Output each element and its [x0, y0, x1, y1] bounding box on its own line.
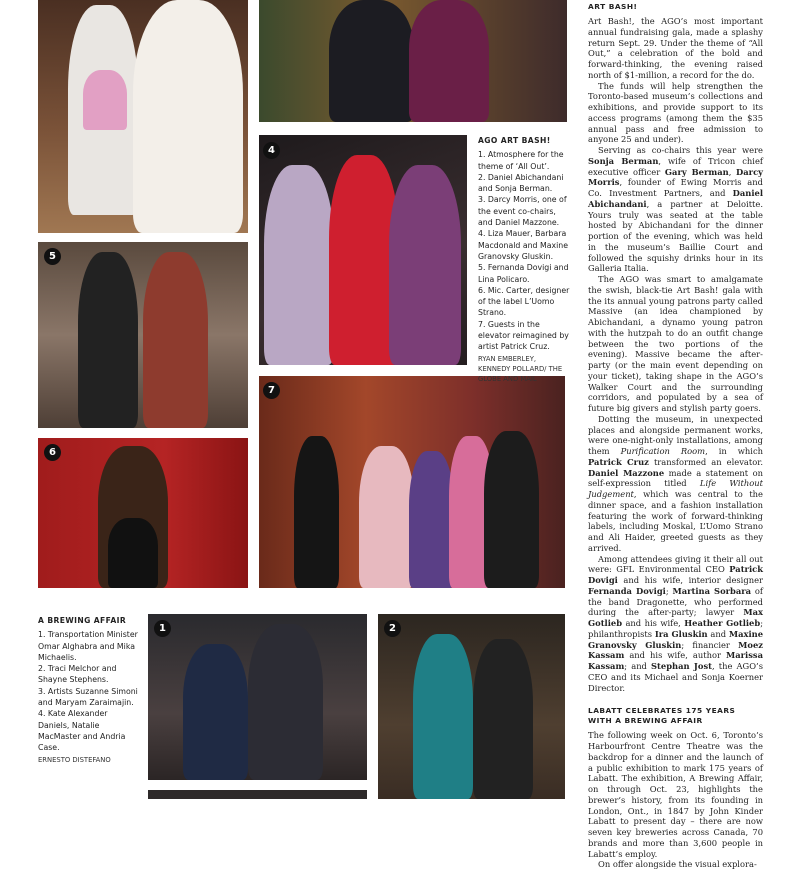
photo-7 [259, 376, 565, 588]
brewing-caption [38, 615, 138, 765]
article-paragraph: Dotting the museum, in unexpected places and alongside permanent works, were one-night-only installations, among them Purification Room, in which Patrick Cruz transformed an elevator. Daniel Mazzone made a statement on self-expression titled Life Without Judgement, which was central to the dinner space, and a fashion installation featuring the work of forward-thinking labels, including Moskal, L’Uomo Strano and Ali Haider, greeted guests as they arrived. [588, 413, 764, 553]
photo-5 [38, 242, 248, 428]
article-paragraph: Art Bash!, the AGO’s most important annual fundraising gala, made a splashy return Sept. 29. Under the theme of “All Out,” a celebration of the bold and forward-thinking, the evening raised north of $1-million, a record for the do. [588, 16, 763, 80]
article-kicker-labatt: LABATT CELEBRATES 175 YEARS WITH A BREWING AFFAIR [588, 706, 736, 726]
photo-credit: RYAN EMBERLEY, KENNEDY POLLARD/ THE GLOBE AND MAIL [478, 354, 563, 383]
photo-6 [38, 438, 248, 588]
caption-item: 2. Traci Melchor and Shayne Stephens. [38, 664, 117, 685]
article-kicker: ART BASH! [588, 2, 638, 11]
photo-number-6: 6 [44, 444, 61, 461]
caption-item: 1. Transportation Minister Omar Alghabra and Mika Michaelis. [38, 630, 138, 662]
caption-item: 2. Daniel Abichandani and Sonja Berman. [478, 172, 564, 194]
photo-brewing-1-lower [148, 790, 367, 799]
caption-item: 3. Darcy Morris, one of the event co-chairs, and Daniel Mazzone. [478, 195, 567, 228]
caption-item: 4. Liza Mauer, Barbara Macdonald and Maxine Granovsky Gluskin. [478, 229, 568, 261]
photo-4 [259, 135, 467, 365]
article-column [588, 0, 763, 870]
caption-item: 6. Mic. Carter, designer of the label L’Uomo Strano. [478, 285, 570, 318]
caption-heading: A BREWING AFFAIR [38, 616, 127, 625]
photo-credit: ERNESTO DISTEFANO [38, 755, 111, 764]
photo-number-7: 7 [263, 382, 280, 399]
caption-item: 4. Kate Alexander Daniels, Natalie MacMaster and Andria Case. [38, 709, 126, 753]
caption-item: 3. Artists Suzanne Simoni and Maryam Zaraimajin. [38, 686, 138, 708]
article-paragraph: The following week on Oct. 6, Toronto’s Harbourfront Centre Theatre was the backdrop for a dinner and the launch of a public exhibition to mark 175 years of Labatt. The exhibition, A Brewing Affair, on through Oct. 23, highlights the brewer’s history, from its founding in London, Ont., in 1847 by John Kinder Labatt to present day – there are now seven key breweries across Canada, 70 brands and more than 3,600 people in Labatt’s employ. [588, 730, 763, 859]
photo-number-b1: 1 [154, 620, 171, 637]
article-paragraph: Serving as co-chairs this year were Sonja Berman, wife of Tricon chief executive officer Gary Berman, Darcy Morris, founder of Ewing Morris and Co. Investment Partners, and Daniel Abichandani, a partner at Deloitte. Yours truly was seated at the table hosted by Abichandani for the dinner portion of the evening, which was held in the museum’s Baillie Court and followed the squishy drinks hour in its Galleria Italia. [588, 145, 763, 274]
caption-heading: AGO ART BASH! [478, 136, 551, 145]
photo-number-4: 4 [263, 142, 280, 159]
article-paragraph: Among attendees giving it their all out were: GFL Environmental CEO Patrick Dovigi and his wife, interior designer Fernanda Dovigi; Martina Sorbara of the band Dragonette, who performed during the after-party; lawyer Max Gotlieb and his wife, Heather Gotlieb; philanthropists Ira Gluskin and Maxine Granovsky Gluskin; financier Moez Kassam and his wife, author Marissa Kassam; and Stephan Jost, the AGO’s CEO and its Michael and Sonja Koerner Director. [588, 553, 764, 693]
caption-item: 5. Fernanda Dovigi and Lina Policaro. [478, 263, 569, 284]
photo-brewing-2 [378, 614, 565, 799]
photo-number-b2: 2 [384, 620, 401, 637]
caption-item: 1. Atmosphere for the theme of ‘All Out’. [478, 150, 564, 171]
caption-item: 7. Guests in the elevator reimagined by artist Patrick Cruz. [478, 319, 569, 352]
art-bash-caption [478, 135, 570, 384]
article-paragraph: The funds will help strengthen the Toronto-based museum’s collections and exhibitions, and provide support to its access programs (among them the $35 annual pass and free admission to anyone 25 and under). [588, 80, 763, 145]
photo-number-5: 5 [44, 248, 61, 265]
photo-top-left [38, 0, 248, 233]
photo-brewing-1 [148, 614, 367, 780]
article-paragraph: On offer alongside the visual explora- [598, 859, 757, 870]
article-paragraph: The AGO was smart to amalgamate the swish, black-tie Art Bash! gala with the its annual young patrons party called Massive (an idea championed by Abichandani, a dynamo young patron with the hutzpah to do an outfit change between the two portions of the evening). Massive became the after-party (or the main event depending on your ticket), taking shape in the AGO’s Walker Court and the surrounding corridors, and populated by a sea of future big givers and stylish party goers. [588, 274, 763, 413]
photo-top-middle [259, 0, 567, 122]
